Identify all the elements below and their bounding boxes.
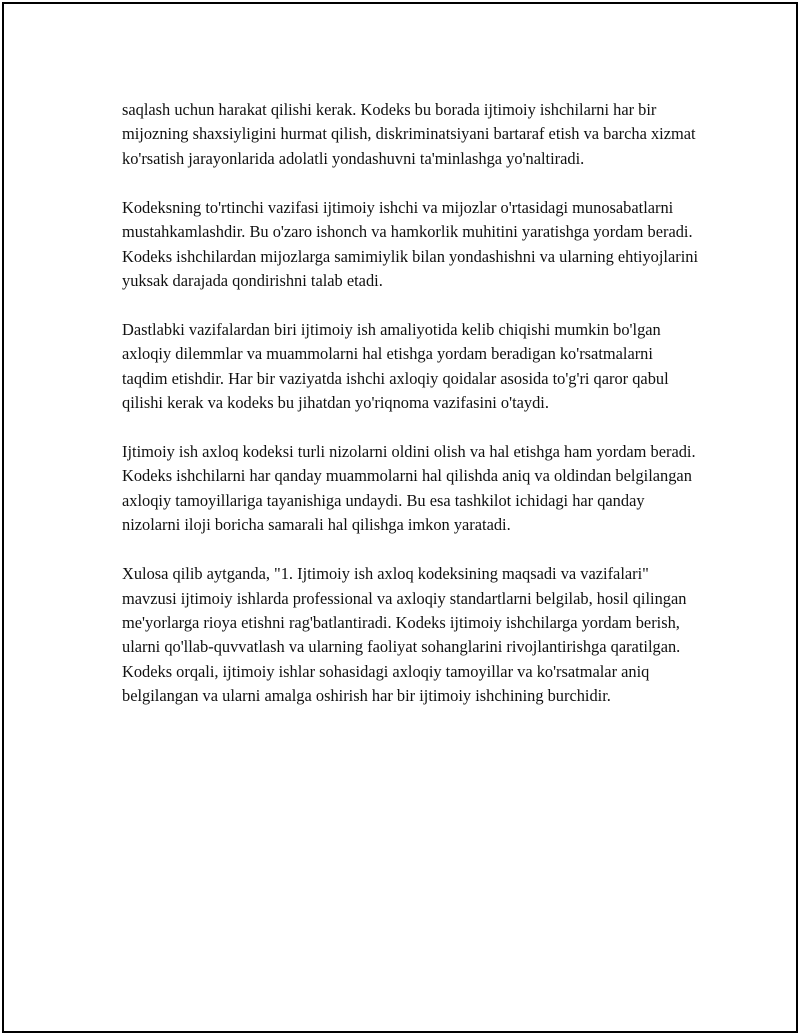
paragraph-5: Xulosa qilib aytganda, "1. Ijtimoiy ish axloq kodeksining maqsadi va vazifalari" mavzusi ijtimoiy ishlarda professional va axloqiy standartlarni belgilab, hosil qilingan me'yorlarga rioya etishni rag'batlantiradi. Kodeks ijtimoiy ishchilarga yordam berish, ularni qo'llab-quvvatlash va ularning faoliyat sohanglarini rivojlantirishga qaratilgan. Kodeks orqali, ijtimoiy ishlar sohasidagi axloqiy tamoyillar va ko'rsatmalar aniq belgilangan va ularni amalga oshirish har bir ijtimoiy ishchining burchidir. (122, 564, 687, 706)
paragraph-3: Dastlabki vazifalardan biri ijtimoiy ish amaliyotida kelib chiqishi mumkin bo'lgan axloqiy dilemmlar va muammolarni hal etishga yordam beradigan ko'rsatmalarni taqdim etishdir. Har bir vaziyatda ishchi axloqiy qoidalar asosida to'g'ri qaror qabul qilishi kerak va kodeks bu jihatdan yo'riqnoma vazifasini o'taydi. (122, 319, 669, 413)
paragraph-4: Ijtimoiy ish axloq kodeksi turli nizolarni oldini olish va hal etishga ham yordam beradi. Kodeks ishchilarni har qanday muammolarni hal qilishda aniq va oldindan belgilangan axloqiy tamoyillariga tayanishiga undaydi. Bu esa tashkilot ichidagi har qanday nizolarni iloji boricha samarali hal qilishga imkon yaratadi. (122, 441, 696, 535)
document-body (122, 98, 700, 709)
paragraph-1: saqlash uchun harakat qilishi kerak. Kodeks bu borada ijtimoiy ishchilarni har bir mijozning shaxsiyligini hurmat qilish, diskriminatsiyani bartaraf etish va barcha xizmat ko'rsatish jarayonlarida adolatli yondashuvni ta'minlashga yo'naltiradi. (122, 100, 696, 168)
paragraph-2: Kodeksning to'rtinchi vazifasi ijtimoiy ishchi va mijozlar o'rtasidagi munosabatlarni mustahkamlashdir. Bu o'zaro ishonch va hamkorlik muhitini yaratishga yordam beradi. Kodeks ishchilardan mijozlarga samimiylik bilan yondashishni va ularning ehtiyojlarini yuksak darajada qondirishni talab etadi. (122, 197, 698, 290)
page-border (2, 2, 798, 1033)
